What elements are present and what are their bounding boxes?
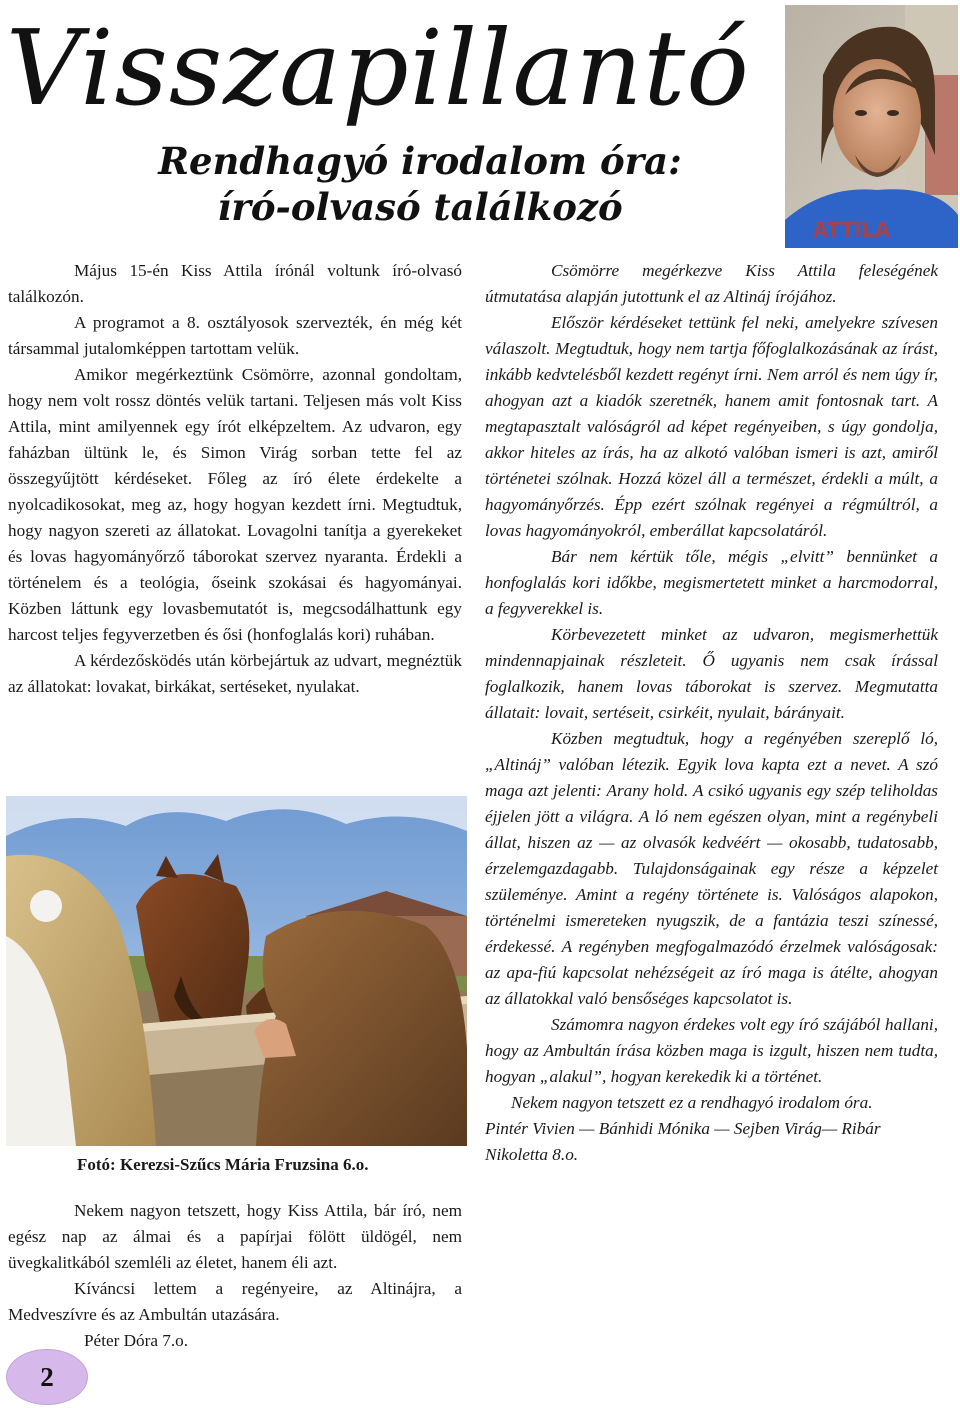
paragraph: A kérdezősködés után körbejártuk az udvart, megnéztük az állatokat: lovakat, birkákat, sertéseket, nyulakat. bbox=[8, 651, 462, 696]
paragraph: Bár nem kértük tőle, mégis „elvitt” bennünket a honfoglalás kori időkbe, megismertetett minket a harcmodorral, a fegyverekkel is. bbox=[485, 547, 938, 618]
paragraph: Csömörre megérkezve Kiss Attila feleségének útmutatása alapján jutottunk el az Altináj írójához. bbox=[485, 261, 938, 306]
left-column-text bbox=[8, 258, 462, 700]
photo-caption: Fotó: Kerezsi-Szűcs Mária Fruzsina 6.o. bbox=[77, 1155, 369, 1174]
masthead-title: Visszapillantó bbox=[6, 7, 750, 129]
authors-signature: Pintér Vivien — Bánhidi Mónika — Sejben Virág— Ribár Nikoletta 8.o. bbox=[485, 1119, 881, 1164]
paragraph: Nekem nagyon tetszett, hogy Kiss Attila, bár író, nem egész nap az álmai és a papírjai fölött üldögél, nem üvegkalitkából szemléli az életet, hanem éli azt. bbox=[8, 1201, 462, 1272]
paragraph: Számomra nagyon érdekes volt egy író szájából hallani, hogy az Ambultán írása közben maga is izgult, hiszen nem tudta, hogyan „alakul”, hogyan kerekedik ki a történet. bbox=[485, 1015, 938, 1086]
page-number-badge: 2 bbox=[6, 1349, 88, 1405]
headline-line-1: Rendhagyó irodalom óra: bbox=[158, 139, 682, 183]
left-column-closing-text bbox=[8, 1198, 462, 1354]
right-column-text bbox=[485, 258, 938, 1168]
paragraph: Közben megtudtuk, hogy a regényében szereplő ló, „Altináj” valóban létezik. Egyik lova kapta ezt a nevet. A szó maga azt jelenti: Arany hold. A csikó ugyanis egy szép teliholdas éjjelen jött a világra. A ló nem egészen olyan, mint a regénybeli állat, hiszen az — az olvasók kedvéért — okosabb, tudatosabb, érzelemgazdagabb. Tulajdonságainak egy része a képzelet szüleménye. Amint a regény története is. Valóságos alapokon, történelmi ismereteken nyugszik, de a fantázia teszi színessé, érdekessé. A regényben megfogalmazódó érzelmek valóságosak: az apa-fiú kapcsolat nehézségeit az író maga is átélte, ahogyan az állatokkal való bensőséges kapcsolatot is. bbox=[485, 729, 938, 1008]
paragraph: Kíváncsi lettem a regényeire, az Altinájra, a Medveszívre és az Ambultán utazására. bbox=[8, 1279, 462, 1324]
paragraph: Amikor megérkeztünk Csömörre, azonnal gondoltam, hogy nem volt rossz döntés velük tartani. Teljesen más volt Kiss Attila, mint amilyennek egy írót elképzeltem. Az udvaron, egy faházban ültünk le, és Simon Virág sorban tette fel az összegyűjtött kérdéseket. Főleg az író élete érdekelte a nyolcadikosokat, meg az, hogy hogyan kezdett írni. Megtudtuk, hogy nagyon szereti az állatokat. Lovagolni tanítja a gyerekeket és lovas hagyományőrző táborokat szervez nyaranta. Érdekli a történelem és a teológia, őseink szokásai és hagyományai. Közben láttunk egy lovasbemutatót is, megcsodálhattunk egy harcost teljes fegyverzetben és ősi (honfoglalás kori) ruhában. bbox=[8, 365, 462, 644]
paragraph: A programot a 8. osztályosok szervezték, én még két társammal jutalomképpen tartottam velük. bbox=[8, 313, 462, 358]
author-signature: Péter Dóra 7.o. bbox=[84, 1331, 189, 1350]
svg-text:ATTILA: ATTILA bbox=[813, 218, 891, 242]
author-portrait-photo bbox=[785, 5, 958, 248]
horse-visit-photo bbox=[6, 796, 467, 1146]
paragraph: Május 15-én Kiss Attila írónál voltunk író-olvasó találkozón. bbox=[8, 261, 462, 306]
closing-line: Nekem nagyon tetszett ez a rendhagyó irodalom óra. bbox=[511, 1093, 873, 1112]
paragraph: Először kérdéseket tettünk fel neki, amelyekre szívesen válaszolt. Megtudtuk, hogy nem tartja főfoglalkozásának az írást, inkább kedvtelésből kezdett regényt írni. Nem arról és nem úgy ír, ahogyan azt a kiadók szeretnék, hanem amit fontosnak tart. A megtapasztalt valóságról ad képet regényeiben, s úgy gondolja, akkor hiteles az írás, ha az alkotó valóban ismeri is azt, amiről történetei szólnak. Hozzá közel áll a természet, érdekli a múlt, a hagyományőrzés. Épp ezért szólnak regényei a régmúltról, a lovas hagyományokról, emberállat kapcsolatáról. bbox=[485, 313, 938, 540]
paragraph: Körbevezetett minket az udvaron, megismerhettük mindennapjainak részleteit. Ő ugyanis nem csak írással foglalkozik, hanem lovas táborokat is szervez. Megmutatta állatait: lovait, sertéseit, csirkéit, nyulait, bárányait. bbox=[485, 625, 938, 722]
headline-line-2: író-olvasó találkozó bbox=[217, 185, 623, 229]
article-headline bbox=[120, 138, 720, 230]
